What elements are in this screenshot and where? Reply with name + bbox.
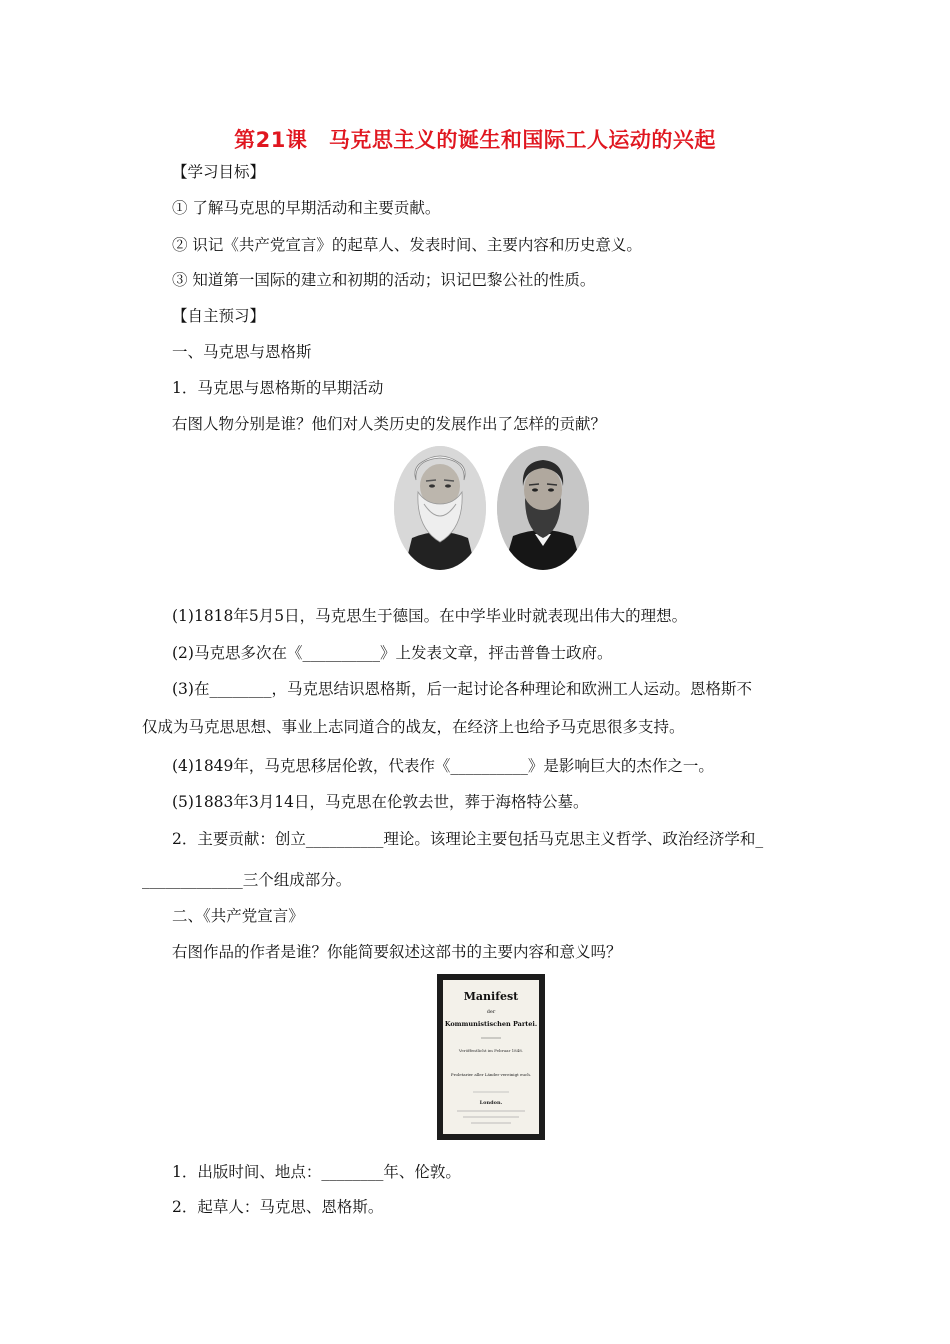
item-2: (2)马克思多次在《__________》上发表文章，抨击普鲁士政府。 — [172, 644, 613, 662]
manifesto-line-5: Proletarier aller Länder vereinigt euch. — [450, 1072, 532, 1077]
item-4: (4)1849年，马克思移居伦敦，代表作《__________》是影响巨大的杰作之一。 — [172, 757, 714, 775]
manifesto-line-2: der — [486, 1009, 496, 1015]
manifesto-line-3: Kommunistischen Partei. — [444, 1020, 538, 1028]
manifesto-cover-page — [443, 980, 539, 1134]
section1-title: 一、马克思与恩格斯 — [172, 343, 312, 361]
lesson-title: 第21课 马克思主义的诞生和国际工人运动的兴起 — [234, 128, 716, 152]
manifesto-line-1: Manifest — [463, 990, 519, 1003]
engels-portrait-image — [497, 446, 589, 570]
question-2: 右图作品的作者是谁？你能简要叙述这部书的主要内容和意义吗？ — [172, 943, 622, 961]
drafters-line: 2．起草人：马克思、恩格斯。 — [172, 1198, 384, 1216]
section2-title: 二、《共产党宣言》 — [172, 907, 304, 925]
preview-heading: 【自主预习】 — [172, 307, 266, 325]
engels-portrait-drawing — [497, 446, 589, 570]
sub1-title: 1．马克思与恩格斯的早期活动 — [172, 379, 384, 397]
goals-heading: 【学习目标】 — [172, 163, 266, 181]
item-5: (5)1883年3月14日，马克思在伦敦去世，葬于海格特公墓。 — [172, 793, 589, 811]
marx-portrait-drawing — [394, 446, 486, 570]
item-3: (3)在________，马克思结识恩格斯，后一起讨论各种理论和欧洲工人运动。恩格斯不 — [172, 680, 752, 698]
item-3-continued: 仅成为马克思思想、事业上志同道合的战友，在经济上也给予马克思很多支持。 — [142, 718, 685, 736]
goal-item-3: ③ 知道第一国际的建立和初期的活动；识记巴黎公社的性质。 — [172, 271, 596, 289]
manifesto-cover-image — [437, 974, 545, 1140]
contribution-line-2: _____________三个组成部分。 — [142, 871, 352, 889]
item-1: (1)1818年5月5日，马克思生于德国。在中学毕业时就表现出伟大的理想。 — [172, 607, 688, 625]
goal-item-2: ② 识记《共产党宣言》的起草人、发表时间、主要内容和历史意义。 — [172, 236, 642, 254]
marx-portrait-image — [394, 446, 486, 570]
contribution-line-1: 2．主要贡献：创立__________理论。该理论主要包括马克思主义哲学、政治经济学和_ — [172, 830, 764, 848]
question-1: 右图人物分别是谁？他们对人类历史的发展作出了怎样的贡献？ — [172, 415, 607, 433]
manifesto-cover-drawing — [443, 980, 539, 1134]
publication-line: 1．出版时间、地点：________年、伦敦。 — [172, 1163, 461, 1181]
manifesto-line-6: London. — [479, 1100, 503, 1106]
goal-item-1: ① 了解马克思的早期活动和主要贡献。 — [172, 199, 441, 217]
manifesto-line-4: Veröffentlicht im Februar 1848. — [458, 1048, 524, 1053]
